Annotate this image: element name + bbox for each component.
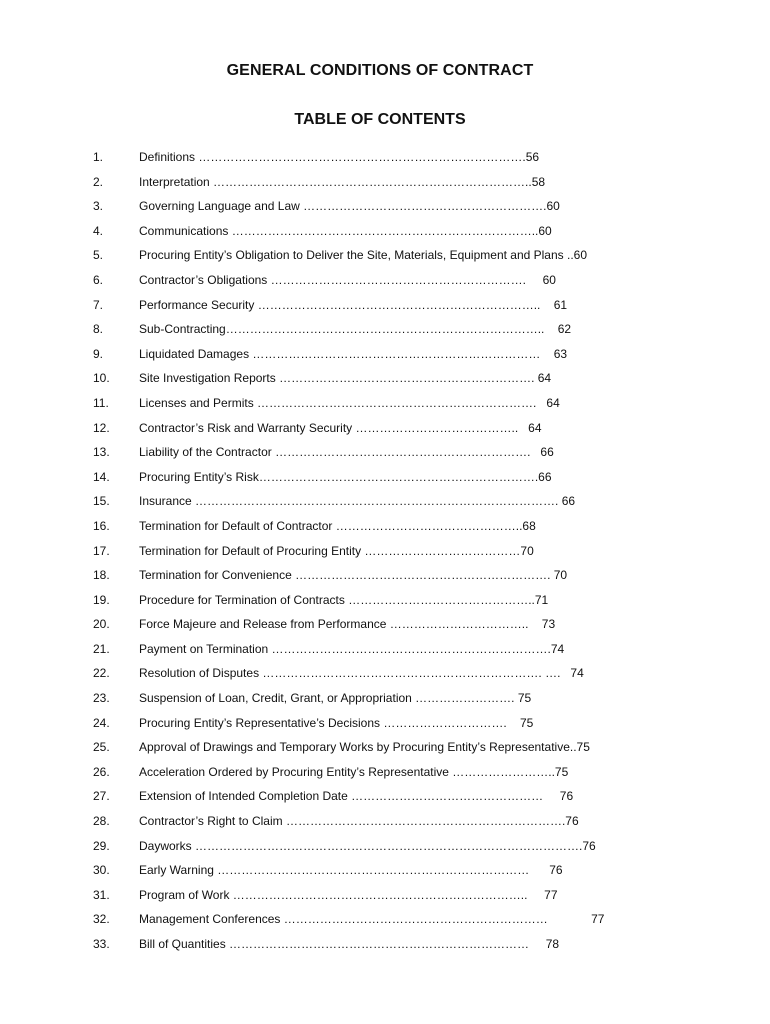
toc-entry-number: 5. <box>93 248 104 263</box>
toc-entry <box>0 517 770 542</box>
toc-entry <box>0 812 770 837</box>
toc-entry-number: 24. <box>93 715 110 730</box>
toc-entry <box>0 591 770 616</box>
toc-entry-text: Force Majeure and Release from Performance …………………………….. 73 <box>139 617 556 632</box>
toc-entry-number: 11. <box>93 395 109 410</box>
toc-entry-text: Contractor’s Risk and Warranty Security ………………………………….. 64 <box>139 420 542 435</box>
toc-entry-text: Program of Work ……………………………………………………………….. 77 <box>139 887 558 902</box>
toc-entry-text: Bill of Quantities ………………………………………………………………… 78 <box>139 937 560 951</box>
toc-entry-text: Payment on Termination …………………………………………………………….74 <box>139 641 565 656</box>
toc-entry-number: 26. <box>93 764 110 779</box>
toc-entry <box>0 148 770 173</box>
toc-entry-text: Procuring Entity’s Obligation to Deliver the Site, Materials, Equipment and Plans ..60 <box>139 248 588 263</box>
toc-entry-text: Approval of Drawings and Temporary Works by Procuring Entity’s Representative..75 <box>139 740 590 755</box>
toc-entry-text: Contractor’s Right to Claim …………………………………………………………….76 <box>139 814 579 829</box>
toc-entry <box>0 738 770 763</box>
toc-entry-text: Suspension of Loan, Credit, Grant, or Appropriation ……………………. 75 <box>139 691 532 706</box>
toc-entry-number: 12. <box>93 420 110 435</box>
toc-entry-text: Management Conferences ………………………………………………………… 77 <box>139 912 605 927</box>
toc-entry-number: 30. <box>93 863 110 878</box>
toc-entry-text: Liquidated Damages ……………………………………………………………… 63 <box>139 346 568 361</box>
toc-entry-text: Resolution of Disputes ……………………………………………………………. …. 74 <box>139 666 584 681</box>
toc-entry-text: Acceleration Ordered by Procuring Entity’s Representative ……………………..75 <box>139 764 569 779</box>
toc-entry-number: 7. <box>93 297 104 312</box>
toc-entry-text: Contractor’s Obligations ………………………………………………………. 60 <box>139 272 556 287</box>
toc-entry-text: Termination for Default of Procuring Entity …………………………………70 <box>139 543 534 558</box>
toc-entry-number: 2. <box>93 174 104 189</box>
toc-entry-text: Interpretation ……………………………………………………………………..58 <box>139 174 546 189</box>
toc-entry-number: 15. <box>93 494 110 509</box>
toc-entry-text: Insurance ………………………………………………………………………………. 66 <box>139 494 576 509</box>
toc-entry-text: Termination for Convenience ………………………………………………………. 70 <box>139 568 568 583</box>
toc-entry-number: 3. <box>93 199 104 214</box>
toc-entry <box>0 394 770 419</box>
toc-entry <box>0 419 770 444</box>
toc-entry-number: 23. <box>93 691 110 706</box>
toc-entry <box>0 271 770 296</box>
toc-entry-number: 28. <box>93 814 110 829</box>
toc-entry-number: 32. <box>93 912 110 927</box>
toc-entry-number: 22. <box>93 666 110 681</box>
toc-entry-text: Performance Security …………………………………………………………….. 61 <box>139 297 568 312</box>
toc-entry <box>0 689 770 714</box>
toc-entry <box>0 320 770 345</box>
toc-entry-text: Governing Language and Law …………………………………………………….60 <box>139 199 560 214</box>
toc-entry-number: 29. <box>93 838 110 853</box>
toc-entry <box>0 615 770 640</box>
toc-entry <box>0 197 770 222</box>
toc-entry-text: Extension of Intended Completion Date ………………………………………… 76 <box>139 789 574 804</box>
toc-entry <box>0 566 770 591</box>
toc-entry-number: 4. <box>93 223 104 238</box>
toc-entry-number: 25. <box>93 740 110 755</box>
table-of-contents <box>0 148 770 960</box>
toc-entry <box>0 369 770 394</box>
toc-entry-text: Liability of the Contractor ………………………………………………………. 66 <box>139 445 554 460</box>
toc-entry-number: 33. <box>93 937 110 951</box>
toc-entry-number: 17. <box>93 543 110 558</box>
toc-entry <box>0 787 770 812</box>
toc-entry-number: 27. <box>93 789 110 804</box>
toc-entry-number: 18. <box>93 568 110 583</box>
toc-entry-text: Procuring Entity’s Risk…………………………………………………………….66 <box>139 469 552 484</box>
toc-entry-number: 16. <box>93 518 110 533</box>
toc-entry-text: Communications …………………………………………………………………..60 <box>139 223 552 238</box>
toc-entry-number: 10. <box>93 371 110 386</box>
toc-entry-text: Definitions ……………………………………………………………………….56 <box>139 150 540 164</box>
toc-entry <box>0 714 770 739</box>
toc-entry-number: 20. <box>93 617 110 632</box>
toc-entry-number: 14. <box>93 469 110 484</box>
toc-entry-number: 13. <box>93 445 110 460</box>
document-title: GENERAL CONDITIONS OF CONTRACT <box>226 62 534 79</box>
toc-heading: TABLE OF CONTENTS <box>294 111 466 128</box>
toc-entry <box>0 837 770 862</box>
toc-entry <box>0 345 770 370</box>
toc-entry-number: 19. <box>93 592 110 607</box>
toc-entry-text: Sub-Contracting…………………………………………………………………….. 62 <box>139 322 572 337</box>
toc-entry <box>0 542 770 567</box>
toc-entry <box>0 468 770 493</box>
toc-entry-number: 1. <box>93 150 104 164</box>
toc-entry-number: 8. <box>93 322 104 337</box>
toc-entry-text: Licenses and Permits ……………………………………………………………. 64 <box>139 395 560 410</box>
toc-entry <box>0 886 770 911</box>
toc-entry <box>0 492 770 517</box>
toc-entry-text: Termination for Default of Contractor ………………………………………..68 <box>139 518 536 533</box>
toc-entry-number: 31. <box>93 887 110 902</box>
toc-entry <box>0 443 770 468</box>
toc-entry <box>0 246 770 271</box>
toc-entry <box>0 935 770 960</box>
toc-entry <box>0 640 770 665</box>
toc-entry <box>0 664 770 689</box>
toc-entry <box>0 861 770 886</box>
toc-entry-number: 21. <box>93 641 110 656</box>
toc-entry <box>0 910 770 935</box>
toc-entry-number: 6. <box>93 272 104 287</box>
toc-entry <box>0 173 770 198</box>
toc-entry-number: 9. <box>93 346 104 361</box>
toc-entry <box>0 222 770 247</box>
toc-entry-text: Procuring Entity’s Representative’s Decisions …………………………. 75 <box>139 715 534 730</box>
toc-entry-text: Early Warning …………………………………………………………………… 76 <box>139 863 563 878</box>
toc-entry-text: Procedure for Termination of Contracts ………………………………………..71 <box>139 592 549 607</box>
toc-entry <box>0 296 770 321</box>
toc-entry <box>0 763 770 788</box>
toc-entry-text: Site Investigation Reports ………………………………………………………. 64 <box>139 371 552 386</box>
toc-entry-text: Dayworks …………………………………………………………………………………….76 <box>139 838 596 853</box>
